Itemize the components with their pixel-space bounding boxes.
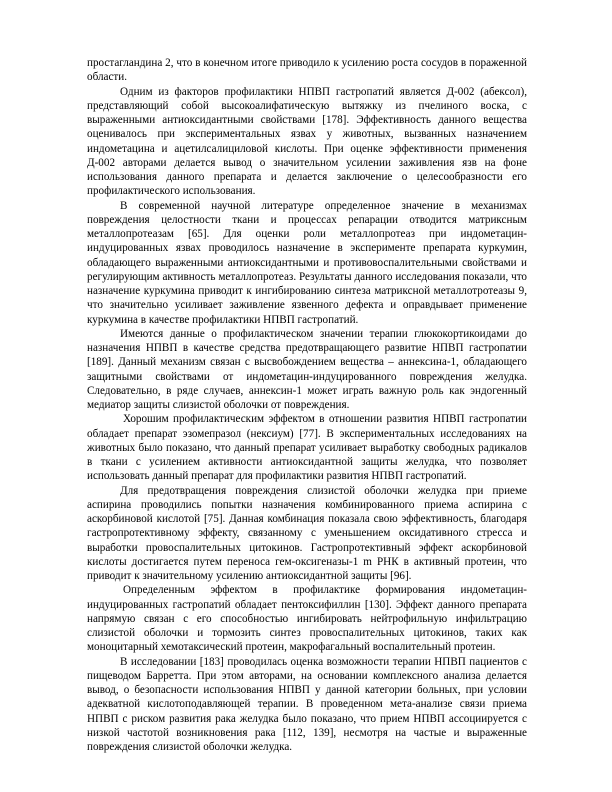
paragraph-glucocorticoids: Имеются данные о профилактическом значении терапии глюкокортикоидами до назначения НПВП в качестве средства предотвращающего развитие НПВП гастропатии [189]. Данный механизм связан с высвобождением вещества – аннексина-1, обладающего защитными свойствами от индометацин-индуцированного повреждения желудка. Следовательно, в ряде случаев, аннексин-1 может играть важную роль как эндогенный медиатор защиты слизистой оболочки от повреждения.	[87, 327, 527, 411]
paragraph-pentoxifylline: Определенным эффектом в профилактике формирования индометацин-индуцированных гастропатий обладает пентоксифиллин [130]. Эффект данного препарата напрямую связан с его способностью ингибировать нейтрофильную инфильтрацию слизистой оболочки и тормозить синтез провоспалительных цитокинов, таких как моноцитарный хемотаксический протеин, макрофагальный воспалительный протеин.	[87, 584, 527, 654]
paragraph-metalloproteases: В современной научной литературе определенное значение в механизмах повреждения целостности ткани и процессах репарации отводится матриксным металлопротеазам [65]. Для оценки роли металлопротеаз при индометацин-индуцированных язвах проводилось назначение в эксперименте препарата куркумин, обладающего выраженными антиоксидантными и противовоспалительными свойствами и регулирующим активность металлопротеаз. Результаты данного исследования показали, что назначение куркумина приводит к ингибированию синтеза матриксной металлотротеазы 9, что значительно усиливает заживление язвенного дефекта и оправдывает применение куркумина в качестве профилактики НПВП гастропатий.	[87, 199, 527, 326]
paragraph-abexol: Одним из факторов профилактики НПВП гастропатий является Д-002 (абексол), представляющий собой высокоалифатическую вытяжку из пчелиного воска, с выраженными антиоксидантными свойствами [178]. Эффективность данного вещества оценивалось при экспериментальных язвах у животных, вызванных назначением индометацина и ацетилсалициловой кислоты. При оценке эффективности применения Д-002 авторами делается вывод о значительном усилении заживления язв на фоне использования данного препарата и делается заключение о целесообразности его профилактического использования.	[87, 85, 527, 198]
paragraph-barrett: В исследовании [183] проводилась оценка возможности терапии НПВП пациентов с пищеводом Барретта. При этом авторами, на основании комплексного анализа делается вывод, о безопасности использования НПВП у данной категории больных, при условии адекватной кислотоподавляющей терапии. В проведенном мета-анализе связи приема НПВП с риском развития рака желудка было показано, что прием НПВП ассоциируется с низкой частотой возникновения рака [112, 139], несмотря на частые и выраженные повреждения слизистой оболочки желудка.	[87, 655, 527, 753]
paragraph-ascorbic-acid: Для предотвращения повреждения слизистой оболочки желудка при приеме аспирина проводились попытки назначения комбинированного приема аспирина с аскорбиновой кислотой [75]. Данная комбинация показала свою эффективность, благодаря гастропротективному эффекту, связанному с уменьшением оксидативного стресса и выработки провоспалительных цитокинов. Гастропротективный эффект аскорбиновой кислоты достигается путем переноса гем-оксигеназы-1 m РНК в активный протеин, что приводит к значительному усилению антиоксидантной защиты [96].	[87, 484, 527, 582]
paragraph-esomeprazole: Хорошим профилактическим эффектом в отношении развития НПВП гастропатии обладает препарат эзомепразол (нексиум) [77]. В экспериментальных исследованиях на животных было показано, что данный препарат усиливает выработку свободных радикалов в ткани с усилением активности антиоксидантной защиты желудка, что позволяет использовать данный препарат для профилактики развития НПВП гастропатий.	[87, 413, 527, 483]
paragraph-continuation: простагландина 2, что в конечном итоге приводило к усилению роста сосудов в пораженной области.	[87, 57, 527, 84]
document-page	[87, 56, 527, 754]
